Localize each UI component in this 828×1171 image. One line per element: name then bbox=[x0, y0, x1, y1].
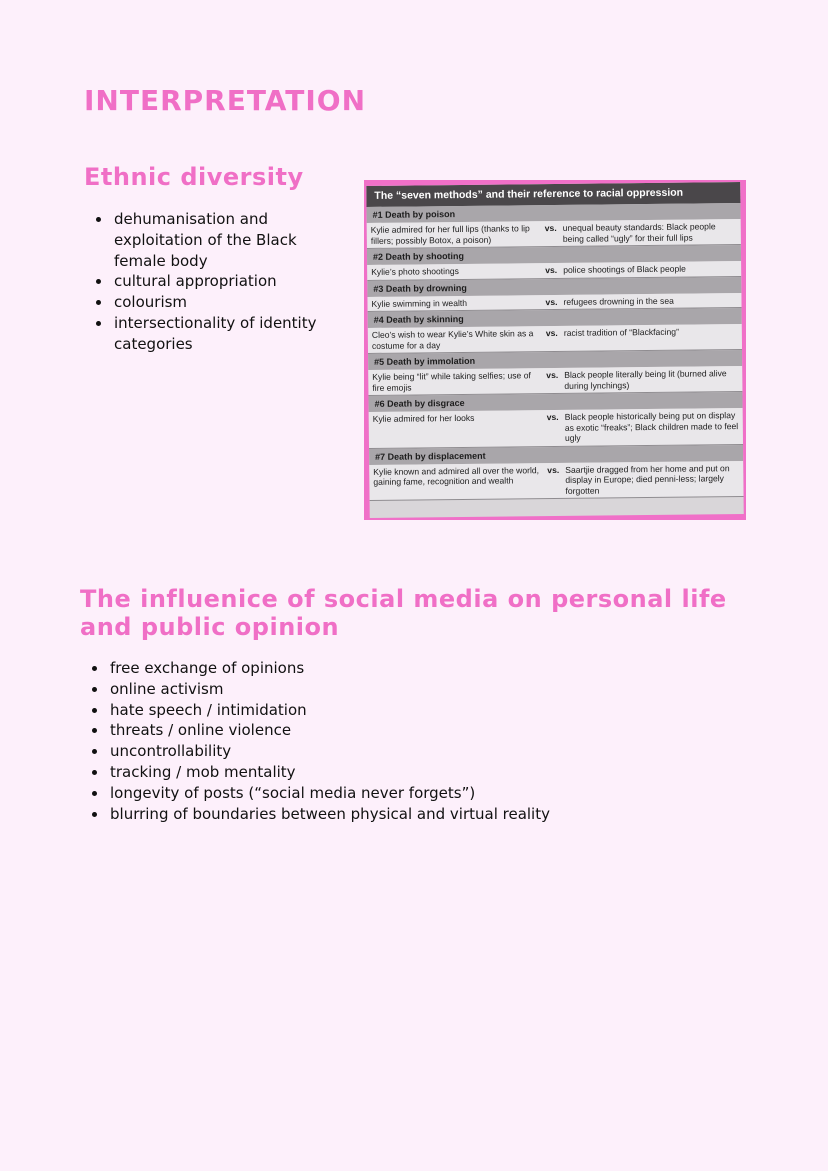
table-cell-vs: vs. bbox=[546, 411, 559, 423]
table-cell-right: Black people literally being lit (burned alive during lynchings) bbox=[564, 368, 727, 391]
table-cell-left: Kylie swimming in wealth bbox=[371, 297, 468, 309]
table-row bbox=[368, 366, 742, 396]
table-cell-right: Black people historically being put on display as exotic “freaks”; Black children made to feel ugly bbox=[564, 410, 739, 443]
table-cell-vs: vs. bbox=[546, 369, 559, 381]
table-section-heading: #3 Death by drowning bbox=[367, 277, 741, 297]
social-media-heading: The influenice of social media on personal life and public opinion bbox=[80, 585, 727, 641]
table-cell-right: refugees drowning in the sea bbox=[563, 295, 674, 307]
table-row bbox=[367, 219, 741, 249]
list-item: • longevity of posts (“social media never forgets”) bbox=[108, 783, 668, 804]
table-body bbox=[366, 203, 743, 501]
ethnic-diversity-list bbox=[86, 209, 342, 355]
table-title: The “seven methods” and their reference to racial oppression bbox=[366, 182, 740, 207]
table-cell-vs: vs. bbox=[545, 327, 558, 339]
table-section-heading: #2 Death by shooting bbox=[367, 245, 741, 265]
table-cell-right: racist tradition of “Blackfacing” bbox=[563, 326, 679, 338]
table-row bbox=[369, 461, 743, 501]
list-item: • colourism bbox=[112, 292, 342, 313]
table-cell-left: Kylie admired for her looks bbox=[372, 412, 475, 424]
list-item: • free exchange of opinions bbox=[108, 658, 668, 679]
list-item: • threats / online violence bbox=[108, 720, 668, 741]
table-cell-vs: vs. bbox=[547, 464, 560, 475]
table-section-heading: #1 Death by poison bbox=[366, 203, 740, 223]
table-cell-left: Kylie being “lit” while taking selfies; use of fire emojis bbox=[372, 370, 531, 393]
list-item: • cultural appropriation bbox=[112, 271, 342, 292]
table-cell-vs: vs. bbox=[545, 296, 558, 307]
page-heading: INTERPRETATION bbox=[84, 84, 367, 117]
table-cell-vs: vs. bbox=[545, 264, 558, 276]
table-cell-left: Kylie admired for her full lips (thanks to lip fillers; possibly Botox, a poison) bbox=[370, 223, 530, 246]
table-cell-left: Cleo’s wish to wear Kylie’s White skin as a costume for a day bbox=[371, 328, 534, 351]
table-section-heading: #6 Death by disgrace bbox=[368, 392, 742, 412]
table-cell-right: unequal beauty standards: Black people being called “ugly” for their full lips bbox=[562, 221, 716, 244]
list-item: • blurring of boundaries between physical and virtual reality bbox=[108, 804, 668, 825]
table-section-heading: #7 Death by displacement bbox=[369, 445, 743, 465]
list-item: • tracking / mob mentality bbox=[108, 762, 668, 783]
table-cell-left: Kylie’s photo shootings bbox=[371, 266, 459, 277]
table-section-heading: #4 Death by skinning bbox=[368, 308, 742, 328]
list-item: • online activism bbox=[108, 679, 668, 700]
list-item: • dehumanisation and exploitation of the Black female body bbox=[112, 209, 342, 271]
table-cell-right: Saartjie dragged from her home and put on display in Europe; died penni-less; largely forgotten bbox=[565, 462, 730, 496]
social-media-list bbox=[82, 658, 668, 824]
list-item: • hate speech / intimidation bbox=[108, 700, 668, 721]
list-item: • uncontrollability bbox=[108, 741, 668, 762]
table-row bbox=[368, 324, 742, 354]
seven-methods-table bbox=[366, 182, 743, 518]
table-row bbox=[369, 408, 743, 448]
ethnic-diversity-heading: Ethnic diversity bbox=[84, 163, 304, 191]
table-section-heading: #5 Death by immolation bbox=[368, 350, 742, 370]
list-item: • intersectionality of identity categories bbox=[112, 313, 342, 355]
table-cell-vs: vs. bbox=[544, 222, 557, 234]
textbook-table-photo bbox=[364, 180, 746, 520]
table-cell-left: Kylie known and admired all over the world, gaining fame, recognition and wealth bbox=[373, 464, 540, 487]
table-cell-right: police shootings of Black people bbox=[563, 263, 686, 275]
